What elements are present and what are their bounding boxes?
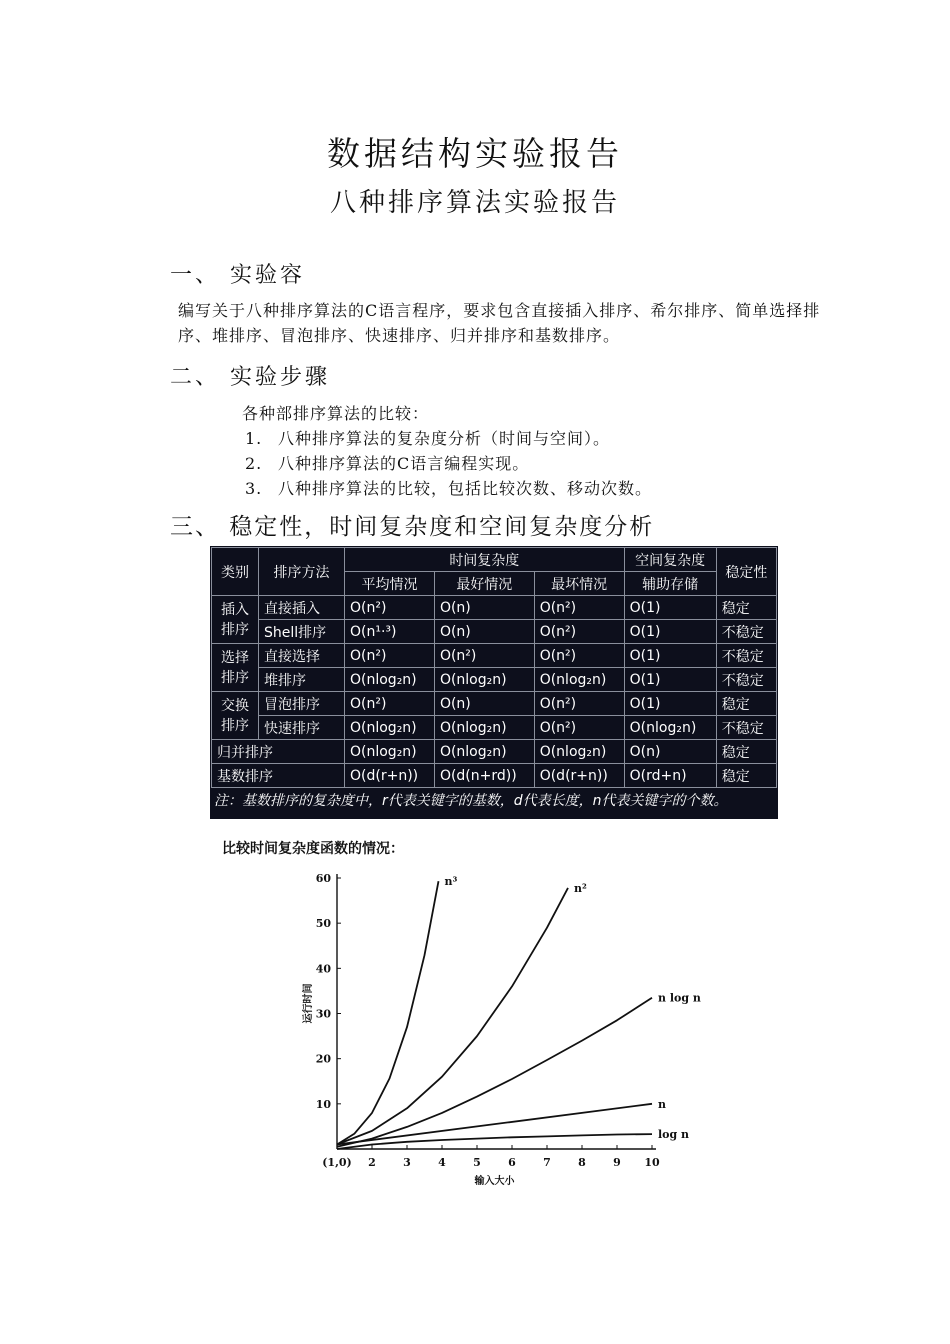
table-row bbox=[212, 644, 777, 668]
method-cell: 冒泡排序 bbox=[259, 692, 345, 716]
step-number: 3. bbox=[245, 479, 263, 498]
header-space: 空间复杂度 bbox=[624, 548, 716, 572]
x-tick-label: (1,0) bbox=[322, 1156, 352, 1169]
header-method: 排序方法 bbox=[259, 548, 345, 596]
x-tick-label: 9 bbox=[613, 1156, 621, 1169]
section-heading-analysis: 三、 稳定性，时间复杂度和空间复杂度分析 bbox=[170, 514, 655, 540]
best-cell: O(n) bbox=[434, 692, 534, 716]
y-tick-label: 40 bbox=[315, 962, 331, 976]
header-aux: 辅助存储 bbox=[624, 572, 716, 596]
step-text: 八种排序算法的复杂度分析（时间与空间）。 bbox=[278, 429, 611, 448]
avg-cell: O(nlog₂n) bbox=[345, 668, 435, 692]
x-tick-label: 7 bbox=[543, 1156, 551, 1169]
best-cell: O(n) bbox=[434, 620, 534, 644]
series-line bbox=[337, 881, 439, 1144]
y-tick-label: 60 bbox=[315, 872, 331, 885]
best-cell: O(nlog₂n) bbox=[434, 668, 534, 692]
table-row bbox=[212, 620, 777, 644]
figure-caption: 比较时间复杂度函数的情况： bbox=[222, 841, 404, 857]
table-row bbox=[212, 716, 777, 740]
chart-axes bbox=[337, 874, 656, 1149]
category-cell: 交换排序 bbox=[212, 692, 259, 740]
table-row bbox=[212, 596, 777, 620]
method-cell: 堆排序 bbox=[259, 668, 345, 692]
category-cell: 插入排序 bbox=[212, 596, 259, 644]
method-cell: 直接选择 bbox=[259, 644, 345, 668]
space-cell: O(n) bbox=[624, 740, 716, 764]
y-axis-label: 运行时间 bbox=[303, 983, 314, 1024]
stable-cell: 不稳定 bbox=[716, 668, 776, 692]
method-cell: 直接插入 bbox=[259, 596, 345, 620]
complexity-table bbox=[211, 547, 777, 788]
series-label: n² bbox=[574, 881, 587, 895]
stable-cell: 稳定 bbox=[716, 764, 776, 788]
step-text: 八种排序算法的比较，包括比较次数、移动次数。 bbox=[278, 479, 653, 498]
worst-cell: O(nlog₂n) bbox=[534, 668, 624, 692]
table-note: 注：基数排序的复杂度中，r代表关键字的基数，d代表长度，n代表关键字的个数。 bbox=[214, 793, 728, 809]
best-cell: O(n) bbox=[434, 596, 534, 620]
header-stable: 稳定性 bbox=[716, 548, 776, 596]
best-cell: O(nlog₂n) bbox=[434, 716, 534, 740]
series-line bbox=[337, 1134, 652, 1149]
step-number: 1. bbox=[245, 429, 263, 448]
worst-cell: O(n²) bbox=[534, 620, 624, 644]
worst-cell: O(n²) bbox=[534, 716, 624, 740]
header-avg: 平均情况 bbox=[345, 572, 435, 596]
step-text: 八种排序算法的C语言编程实现。 bbox=[278, 454, 530, 473]
avg-cell: O(n²) bbox=[345, 596, 435, 620]
x-tick-label: 3 bbox=[403, 1156, 411, 1169]
y-tick-label: 30 bbox=[315, 1007, 331, 1021]
document-subtitle: 八种排序算法实验报告 bbox=[329, 188, 620, 218]
complexity-chart bbox=[290, 862, 710, 1192]
section-heading-content: 一、 实验容 bbox=[170, 263, 305, 288]
table-row bbox=[212, 668, 777, 692]
space-cell: O(1) bbox=[624, 692, 716, 716]
x-tick-label: 8 bbox=[578, 1156, 586, 1169]
chart-labels bbox=[301, 872, 701, 1187]
chart-lines bbox=[337, 881, 652, 1149]
avg-cell: O(n²) bbox=[345, 692, 435, 716]
y-tick-label: 10 bbox=[315, 1097, 331, 1111]
avg-cell: O(nlog₂n) bbox=[345, 740, 435, 764]
space-cell: O(rd+n) bbox=[624, 764, 716, 788]
space-cell: O(1) bbox=[624, 668, 716, 692]
header-best: 最好情况 bbox=[434, 572, 534, 596]
best-cell: O(n²) bbox=[434, 644, 534, 668]
header-worst: 最坏情况 bbox=[534, 572, 624, 596]
worst-cell: O(n²) bbox=[534, 644, 624, 668]
avg-cell: O(d(r+n)) bbox=[345, 764, 435, 788]
step-item bbox=[245, 426, 610, 449]
worst-cell: O(d(r+n)) bbox=[534, 764, 624, 788]
category-cell: 选择排序 bbox=[212, 644, 259, 692]
step-number: 2. bbox=[245, 454, 263, 473]
x-tick-label: 6 bbox=[508, 1156, 516, 1169]
y-tick-label: 50 bbox=[315, 917, 331, 931]
step-item bbox=[245, 451, 529, 474]
method-cell: 快速排序 bbox=[259, 716, 345, 740]
series-label: n log n bbox=[658, 991, 701, 1005]
method-cell: Shell排序 bbox=[259, 620, 345, 644]
steps-intro: 各种部排序算法的比较： bbox=[242, 404, 430, 423]
stable-cell: 不稳定 bbox=[716, 644, 776, 668]
avg-cell: O(nlog₂n) bbox=[345, 716, 435, 740]
document-title: 数据结构实验报告 bbox=[327, 134, 623, 173]
best-cell: O(d(n+rd)) bbox=[434, 764, 534, 788]
step-item bbox=[245, 476, 652, 499]
series-line bbox=[337, 888, 568, 1145]
series-label: n³ bbox=[444, 875, 458, 889]
y-tick-label: 20 bbox=[315, 1052, 331, 1066]
space-cell: O(nlog₂n) bbox=[624, 716, 716, 740]
best-cell: O(nlog₂n) bbox=[434, 740, 534, 764]
stable-cell: 不稳定 bbox=[716, 716, 776, 740]
x-tick-label: 4 bbox=[438, 1156, 446, 1169]
header-time: 时间复杂度 bbox=[345, 548, 625, 572]
space-cell: O(1) bbox=[624, 620, 716, 644]
worst-cell: O(nlog₂n) bbox=[534, 740, 624, 764]
space-cell: O(1) bbox=[624, 644, 716, 668]
table-row bbox=[212, 764, 777, 788]
header-category: 类别 bbox=[212, 548, 259, 596]
space-cell: O(1) bbox=[624, 596, 716, 620]
avg-cell: O(n²) bbox=[345, 644, 435, 668]
method-cell: 归并排序 bbox=[212, 740, 345, 764]
series-label: log n bbox=[658, 1128, 690, 1142]
x-axis-label: 输入大小 bbox=[474, 1176, 515, 1187]
avg-cell: O(n¹·³) bbox=[345, 620, 435, 644]
series-label: n bbox=[658, 1097, 666, 1111]
section-heading-steps: 二、 实验步骤 bbox=[170, 365, 330, 390]
x-tick-label: 10 bbox=[644, 1156, 660, 1169]
table-row bbox=[212, 692, 777, 716]
stable-cell: 稳定 bbox=[716, 692, 776, 716]
x-tick-label: 5 bbox=[473, 1156, 481, 1169]
stable-cell: 稳定 bbox=[716, 740, 776, 764]
section-content-paragraph: 编写关于八种排序算法的C语言程序，要求包含直接插入排序、希尔排序、简单选择排序、堆排序、冒泡排序、快速排序、归并排序和基数排序。 bbox=[178, 301, 821, 345]
stable-cell: 不稳定 bbox=[716, 620, 776, 644]
worst-cell: O(n²) bbox=[534, 596, 624, 620]
stable-cell: 稳定 bbox=[716, 596, 776, 620]
x-tick-label: 2 bbox=[368, 1156, 376, 1169]
worst-cell: O(n²) bbox=[534, 692, 624, 716]
complexity-table-image bbox=[210, 546, 778, 819]
method-cell: 基数排序 bbox=[212, 764, 345, 788]
table-row bbox=[212, 740, 777, 764]
